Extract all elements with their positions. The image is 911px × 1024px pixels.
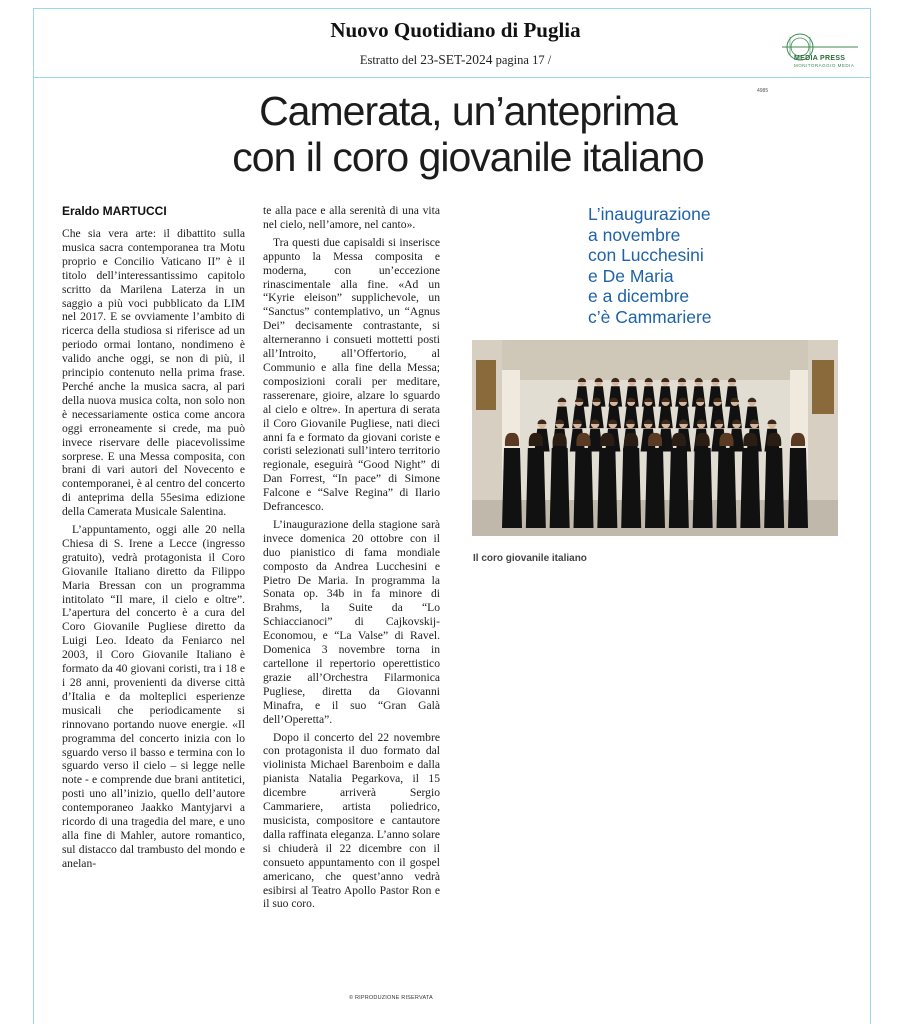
article-column-1 (62, 227, 245, 875)
logo-subtext: MONITORAGGIO MEDIA (794, 63, 855, 68)
front-singer-hair (505, 433, 519, 446)
photo-caption: Il coro giovanile italiano (473, 553, 587, 564)
extract-info (0, 52, 911, 68)
front-singer-dress (621, 448, 641, 528)
author-byline: Eraldo MARTUCCI (62, 204, 167, 218)
tiny-mark: 4985 (757, 88, 769, 94)
logo-text: MEDIA PRESS (794, 55, 846, 62)
front-singer-hair (696, 433, 710, 446)
header-separator (33, 77, 871, 78)
extract-label: Estratto del (359, 53, 418, 67)
headline-line-1: Camerata, un’anteprima (259, 88, 677, 134)
paragraph: L’inaugurazione della stagione sarà invece domenica 20 ottobre con il duo pianistico di fama mondiale composto da Andrea Lucchesini e Pietro De Maria. In programma la Sonata op. 34b in fa minore di Brahms, la Suite da “Lo Schiaccianoci” di Cajkovskij-Economou, e “La Valse” di Ravel. Domenica 3 novembre torna in cartellone il repertorio operettistico grazie all’Orchestra Filarmonica Pugliese, diretta da Giovanni Minafra, e il suo “Gran Galà dell’Operetta”. (263, 517, 440, 726)
front-singer-dress (669, 448, 689, 528)
front-singer-dress (526, 448, 546, 528)
choir-photo (472, 340, 838, 536)
headline-line-2: con il coro giovanile italiano (232, 134, 704, 180)
front-singer-dress (550, 448, 570, 528)
paragraph: te alla pace e alla serenità di una vita nel cielo, nell’amore, nel canto». (263, 204, 440, 231)
front-singer-dress (645, 448, 665, 528)
front-singer-dress (597, 448, 617, 528)
front-singer-hair (719, 433, 733, 446)
front-singer-hair (576, 433, 590, 446)
subhead-line: L’inaugurazione (588, 204, 711, 224)
paragraph: Tra questi due capisaldi si inserisce appunto la Messa composita e moderna, con un’eccezione rinascimentale alla fine. «Ad un “Kyrie eleison” supplichevole, un “Sanctus” contemplativo, un “Agnus Dei” decisamente contrastante, si alterneranno i consueti mottetti posti all’Introito, all’Offertorio, al Communio e alla fine della Messa; composizioni corali per meditare, rasserenare, gioire, alzare lo sguardo al cielo e oltre». In apertura di serata il Coro Giovanile Pugliese, nati dieci anni fa e formato da giovani coriste e coristi selezionati sull’intero territorio regionale, eseguirà “Good Night” di Dan Forrest, “In pace” di Simone Falcone e “Salve Regina” di Ilario Defrancesco. (263, 235, 440, 514)
front-singer-dress (764, 448, 784, 528)
subhead-line: c’è Cammariere (588, 306, 712, 327)
front-singer-dress (740, 448, 760, 528)
front-singer-dress (574, 448, 594, 528)
front-singer-hair (600, 433, 614, 446)
front-singer-hair (624, 433, 638, 446)
front-singer-hair (529, 433, 543, 446)
extract-date: 23-SET-2024 (420, 52, 493, 67)
front-singer-hair (672, 433, 686, 446)
front-singer-dress (693, 448, 713, 528)
front-singer-dress (788, 448, 808, 528)
paragraph: Dopo il concerto del 22 novembre con protagonista il duo formato dal violinista Michael Barenboim e dalla pianista Natalia Pegarkova, il 15 dicembre arriverà Sergio Cammariere, artista poliedrico, musicista, compositore e cantautore dalla raffinata eleganza. L’anno solare si chiuderà il 22 dicembre con il consueto appuntamento con il gospel americano, che quest’anno vedrà esibirsi al Teatro Apollo Pastor Ron e il suo coro. (263, 730, 440, 911)
paragraph: L’appuntamento, oggi alle 20 nella Chiesa di S. Irene a Lecce (ingresso gratuito), vedrà protagonista il Coro Giovanile Italiano diretto da Filippo Maria Bressan con un programma intitolato “Il mare, il cielo e oltre”. L’apertura del concerto è a cura del Coro Giovanile Pugliese diretto da Luigi Leo. Ideato da Feniarco nel 2003, il Coro Giovanile Italiano è formato da 40 giovani coristi, tra i 18 e i 28 anni, provenienti da diverse città d’Italia e da molteplici esperienze musicali che periodicamente si rinnovano portando nuove energie. «Il programma del concerto inizia con lo sguardo verso il basso e termina con lo sguardo verso il cielo – si legge nelle note - e comprende due brani antitetici, posti uno all’inizio, quello dell’autore contemporaneo Jaakko Mantyjarvi a ricordo di una tragedia del mare, e uno alla fine di Mahler, autore romantico, sul distacco dal trambusto del mondo e anelan- (62, 523, 245, 870)
choir-illustration (472, 340, 838, 536)
page-label: pagina 17 / (495, 53, 552, 67)
headline (168, 88, 768, 180)
subhead-line: e a dicembre (588, 286, 690, 307)
subhead-line: a novembre (588, 224, 681, 245)
article-subhead (588, 204, 788, 328)
front-singer-hair (791, 433, 805, 446)
front-singer-hair (767, 433, 781, 446)
front-singer-dress (717, 448, 737, 528)
article-column-2 (263, 204, 440, 915)
subhead-line: e De Maria (588, 265, 674, 286)
paragraph: Che sia vera arte: il dibattito sulla musica sacra contemporanea tra Motu proprio e Concilio Vaticano II” è il titolo dell’interessantissimo capitolo scritto da Marilena Laterza in un saggio a più voci pubblicato da LIM nel 2017. E se ovviamente l’ambito di ricerca della studiosa si riferisce ad un periodo ormai lontano, nondimeno è valido anche oggi, se non di più, il principio contenuto nella prima frase. Perché anche la musica sacra, al pari della nuova musica colta, non solo non è necessariamente ostica come ancora oggi erroneamente si crede, ma può invece riservare delle piacevolissime sorprese. E una Messa composita, con brani di vari autori del Novecento e contemporanei, è al centro del concerto di anteprima della 55esima edizione della Camerata Musicale Salentina. (62, 227, 245, 519)
front-singer-hair (743, 433, 757, 446)
copyright-notice: © RIPRODUZIONE RISERVATA (349, 995, 433, 1001)
front-singer-hair (553, 433, 567, 446)
newspaper-title: Nuovo Quotidiano di Puglia (330, 18, 581, 42)
front-singer-hair (648, 433, 662, 446)
subhead-line: con Lucchesini (588, 245, 704, 266)
front-singer-dress (502, 448, 522, 528)
